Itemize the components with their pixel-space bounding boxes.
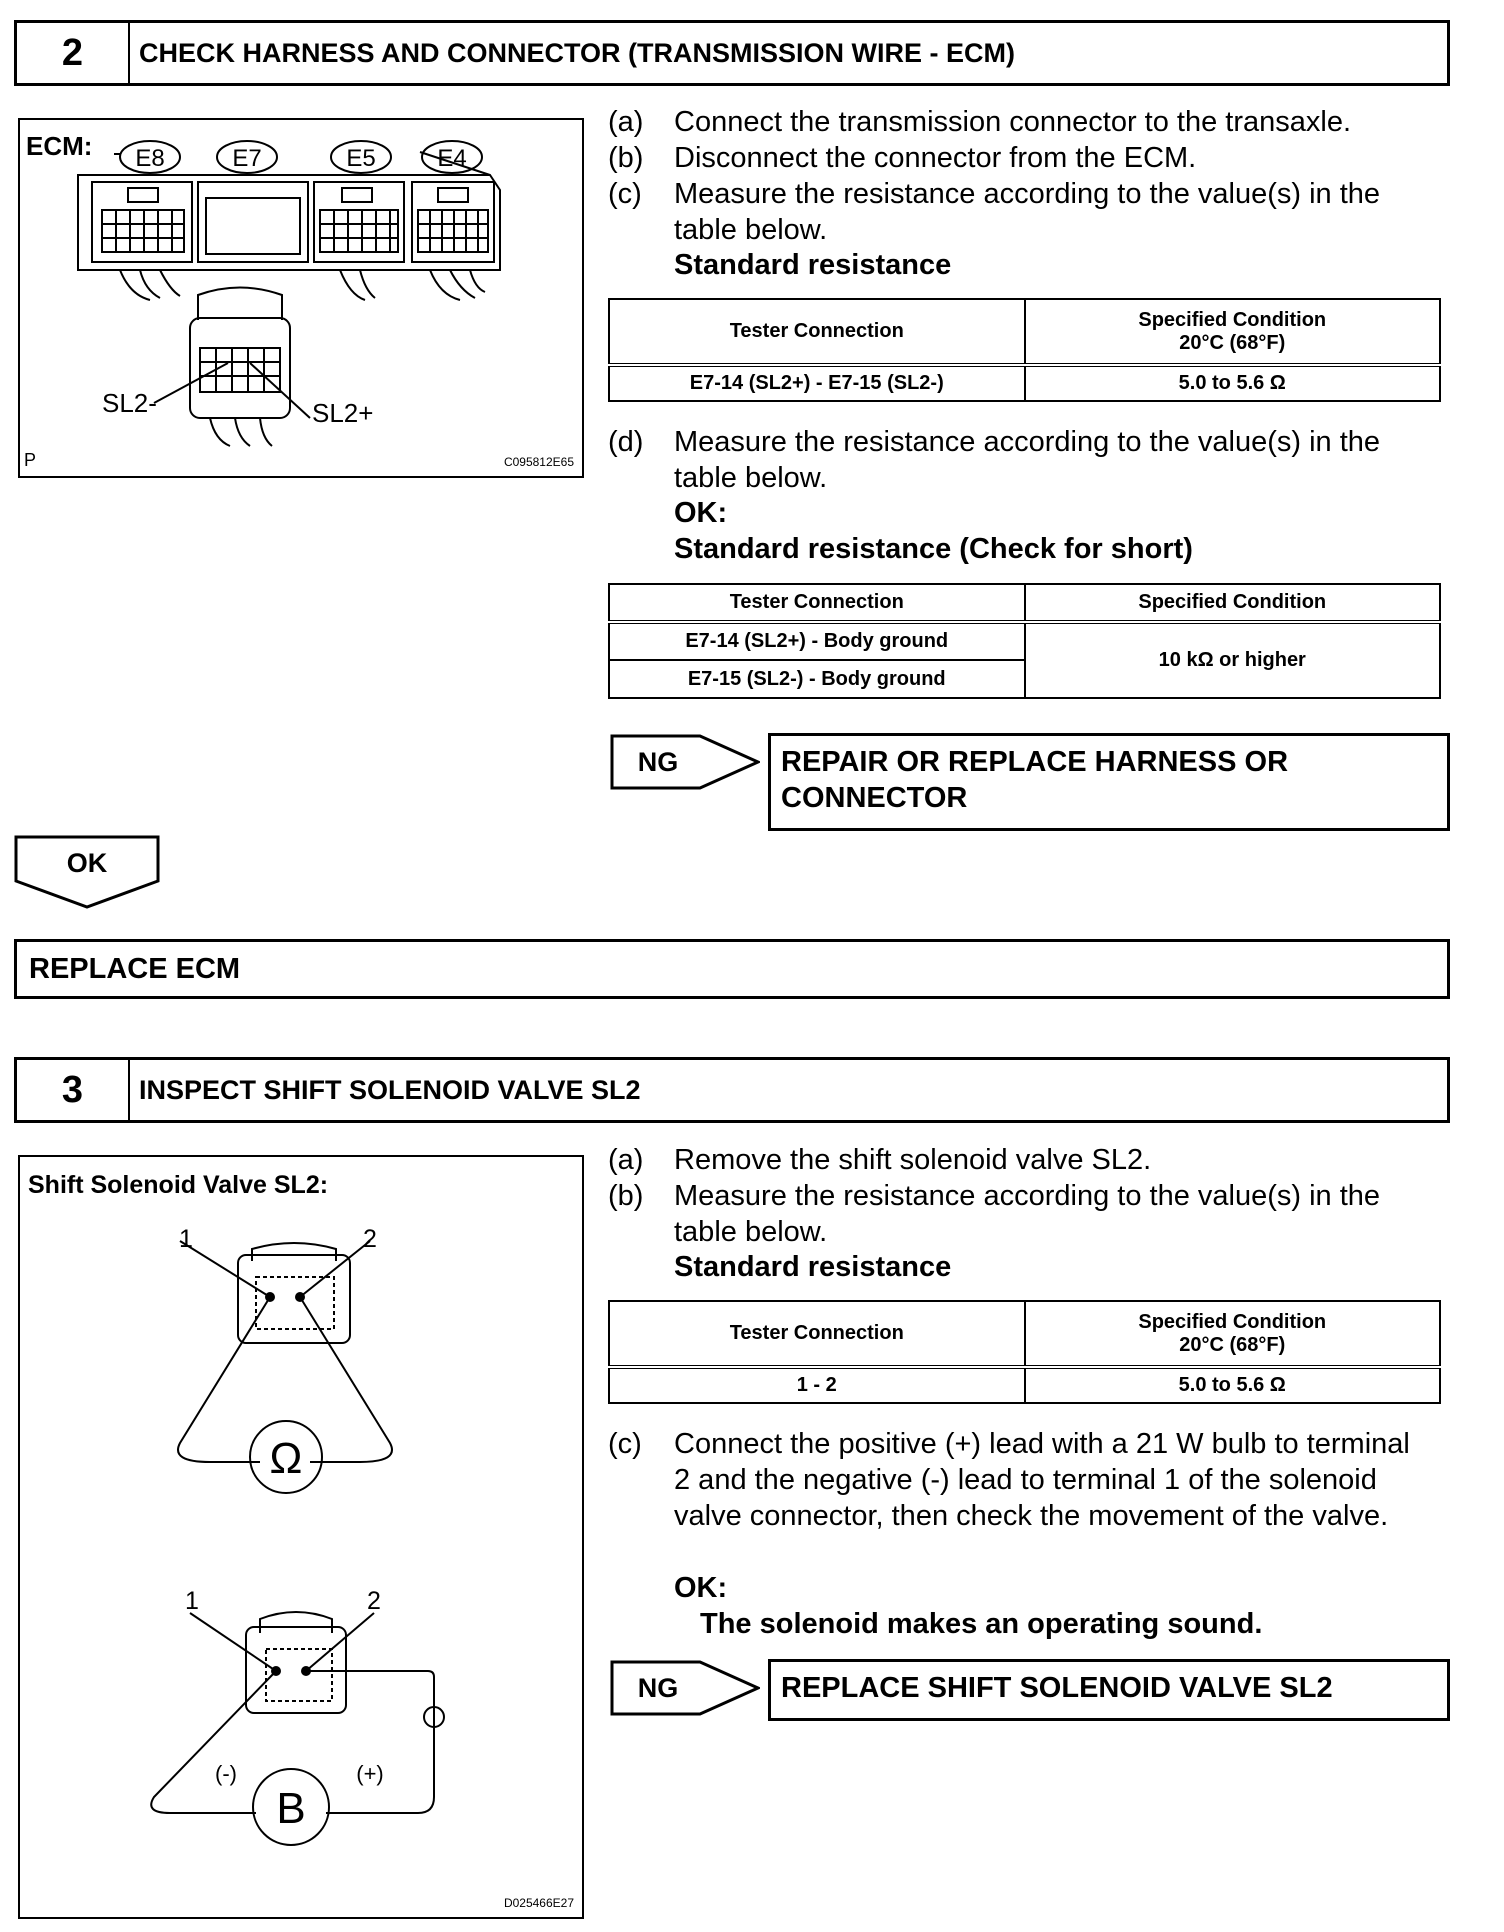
ok-arrow-shape [14, 835, 162, 909]
ng-arrow [610, 1660, 760, 1716]
terminal-2-label: 2 [363, 1225, 377, 1253]
figure-title: Shift Solenoid Valve SL2: [28, 1171, 329, 1199]
ok-condition-text: The solenoid makes an operating sound. [700, 1608, 1263, 1640]
step-text: Measure the resistance according to the value(s) in the table below. [674, 1180, 1381, 1248]
table-header: Tester Connection [609, 299, 1025, 365]
resistance-table-2 [608, 583, 1441, 699]
step-label: (b) [608, 142, 644, 174]
section-3-header [14, 1057, 1450, 1123]
negative-lead-label: (-) [215, 1761, 237, 1786]
table-cell: 1 - 2 [609, 1367, 1025, 1403]
ng-arrow-shape [610, 734, 760, 790]
step-text: Connect the positive (+) lead with a 21 W bulb to terminal 2 and the negative (-) lead to terminal 1 of the solenoid valve connector, then check the movement of the valve. [674, 1428, 1410, 1532]
ng-result-box: REPAIR OR REPLACE HARNESS OR CONNECTOR [768, 733, 1450, 831]
table-header-line: Specified Condition [1138, 1310, 1327, 1333]
connector-e8-label: E8 [135, 145, 165, 172]
step-text: Measure the resistance according to the value(s) in the table below. [674, 426, 1381, 494]
section-2-header [14, 20, 1450, 86]
table-row [609, 365, 1440, 401]
section-title: INSPECT SHIFT SOLENOID VALVE SL2 [139, 1074, 641, 1105]
ok-arrow [14, 835, 162, 909]
step-label: (d) [608, 426, 644, 458]
table-header-line: 20°C (68°F) [1179, 331, 1286, 354]
ng-arrow-shape [610, 1660, 760, 1716]
table-cell: 5.0 to 5.6 Ω [1025, 1367, 1441, 1403]
ecm-label: ECM: [26, 131, 93, 161]
ng-label: NG [637, 1673, 679, 1703]
ok-arrow-label: OK [66, 848, 108, 878]
section-number: 3 [17, 1060, 130, 1120]
table-cell: E7-14 (SL2+) - E7-15 (SL2-) [609, 365, 1025, 401]
table-header: Specified Condition [1025, 584, 1441, 622]
step-label: (a) [608, 106, 644, 138]
terminal-2-label-b: 2 [367, 1587, 381, 1615]
table-header [1025, 299, 1441, 365]
step-label: (c) [608, 178, 642, 210]
connector-e7-label: E7 [232, 145, 262, 172]
table-cell: 10 kΩ or higher [1025, 622, 1441, 698]
table-row [609, 622, 1440, 660]
figure-corner-letter: P [24, 450, 37, 470]
step-label: (c) [608, 1428, 642, 1460]
table-header-line: Specified Condition [1138, 308, 1327, 331]
figure-code: D025466E27 [503, 1896, 574, 1910]
solenoid-valve-diagram [20, 1157, 582, 1917]
replace-ecm-box: REPLACE ECM [14, 939, 1450, 999]
standard-resistance-heading: Standard resistance [674, 1251, 952, 1283]
step-label: (a) [608, 1144, 644, 1176]
ng-result-box: REPLACE SHIFT SOLENOID VALVE SL2 [768, 1659, 1450, 1721]
step-text: Remove the shift solenoid valve SL2. [674, 1144, 1152, 1176]
section-number: 2 [17, 23, 130, 83]
step-text: Connect the transmission connector to the transaxle. [674, 106, 1352, 138]
battery-symbol: B [276, 1784, 306, 1833]
connector-e4-label: E4 [437, 145, 467, 172]
table-header: Tester Connection [609, 1301, 1025, 1367]
terminal-1-label: 1 [179, 1225, 193, 1253]
sl2-minus-label: SL2- [102, 388, 157, 418]
step-text: Measure the resistance according to the value(s) in the table below. [674, 178, 1381, 246]
ok-label: OK: [674, 497, 728, 529]
connector-e5-label: E5 [346, 145, 376, 172]
sl2-plus-label: SL2+ [312, 398, 374, 428]
ok-label: OK: [674, 1572, 728, 1604]
table-header [1025, 1301, 1441, 1367]
ohm-symbol: Ω [269, 1434, 303, 1483]
table-header: Tester Connection [609, 584, 1025, 622]
table-header-line: 20°C (68°F) [1179, 1333, 1286, 1356]
table-cell: E7-15 (SL2-) - Body ground [609, 660, 1025, 698]
section-title: CHECK HARNESS AND CONNECTOR (TRANSMISSION WIRE - ECM) [139, 37, 1016, 68]
table-cell: E7-14 (SL2+) - Body ground [609, 622, 1025, 660]
ecm-connector-figure [18, 118, 584, 478]
standard-resistance-heading: Standard resistance [674, 249, 952, 281]
solenoid-valve-figure [18, 1155, 584, 1919]
ecm-connector-diagram [20, 120, 582, 476]
ng-label: NG [637, 747, 679, 777]
positive-lead-label: (+) [356, 1761, 384, 1786]
table-row [609, 1367, 1440, 1403]
resistance-table-3 [608, 1300, 1441, 1404]
ng-arrow [610, 734, 760, 790]
step-label: (b) [608, 1180, 644, 1212]
terminal-1-label-b: 1 [185, 1587, 199, 1615]
resistance-table-1 [608, 298, 1441, 402]
standard-resistance-short-heading: Standard resistance (Check for short) [674, 533, 1193, 565]
step-text: Disconnect the connector from the ECM. [674, 142, 1197, 174]
figure-code: C095812E65 [503, 455, 574, 469]
table-cell: 5.0 to 5.6 Ω [1025, 365, 1441, 401]
